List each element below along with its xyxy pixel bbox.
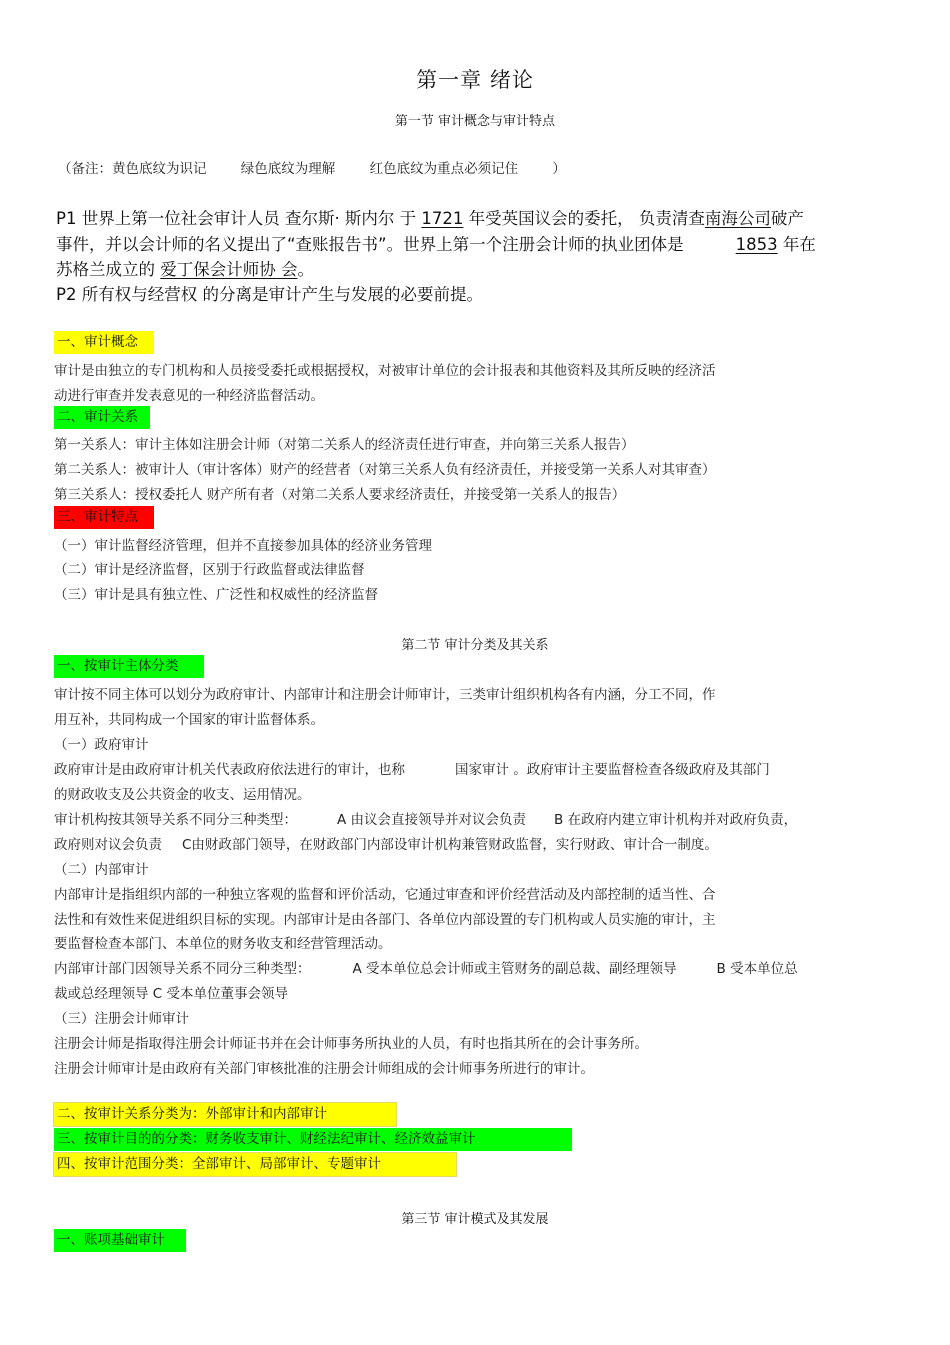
- year-1721: 1721: [421, 209, 464, 228]
- cpa-audit-line-1: 注册会计师是指取得注册会计师证书并在会计师事务所执业的人员，有时也指其所在的会计事务所。: [54, 1036, 648, 1052]
- internal-audit-line-4: 内部审计部门因领导关系不同分三种类型： A 受本单位总会计师或主管财务的副总裁、副经理领导 B 受本单位总: [54, 961, 798, 977]
- subject-intro-line-2: 用互补，共同构成一个国家的审计监督体系。: [54, 712, 324, 728]
- feature-line-3: （三）审计是具有独立性、广泛性和权威性的经济监督: [54, 587, 378, 603]
- heading-audit-features: 三、审计特点: [54, 506, 154, 529]
- gov-audit-heading: （一）政府审计: [54, 737, 149, 753]
- feature-line-2: （二）审计是经济监督，区别于行政监督或法律监督: [54, 562, 365, 578]
- cpa-audit-line-2: 注册会计师审计是由政府有关部门审核批准的注册会计师组成的会计师事务所进行的审计。: [54, 1061, 594, 1077]
- note-red: 红色底纹为重点必须记住: [369, 161, 519, 177]
- heading-account-based-audit: 一、账项基础审计: [54, 1229, 186, 1252]
- relation-line-2: 第二关系人：被审计人（审计客体）财产的经营者（对第三关系人负有经济责任，并接受第一关系人对其审查）: [54, 462, 716, 478]
- gov-audit-line-2: 的财政收支及公共资金的收支、运用情况。: [54, 787, 311, 803]
- concept-line-2: 动进行审查并发表意见的一种经济监督活动。: [54, 388, 324, 404]
- concept-line-1: 审计是由独立的专门机构和人员接受委托或根据授权，对被审计单位的会计报表和其他资料及其所反映的经济活: [54, 363, 716, 379]
- section-2-title: 第二节 审计分类及其关系: [401, 638, 549, 653]
- gov-audit-line-4: 政府则对议会负责 C由财政部门领导，在财政部门内部设审计机构兼管财政监督，实行财政、审计合一制度。: [54, 837, 718, 853]
- gov-audit-line-3: 审计机构按其领导关系不同分三种类型： A 由议会直接领导并对议会负责 B 在政府内建立审计机构并对政府负责，: [54, 812, 798, 828]
- internal-audit-line-1: 内部审计是指组织内部的一种独立客观的监督和评价活动，它通过审查和评价经营活动及内部控制的适当性、合: [54, 887, 716, 903]
- note-green: 绿色底纹为理解: [240, 161, 336, 177]
- heading-audit-relations: 二、审计关系: [54, 406, 150, 429]
- heading-by-scope: 四、按审计范围分类：全部审计、局部审计、专题审计: [54, 1153, 456, 1176]
- edinburgh-society: 爱丁保会计师协 会: [160, 260, 298, 279]
- highlight-legend-note: [58, 157, 596, 177]
- heading-audit-concept: 一、审计概念: [54, 331, 154, 354]
- internal-audit-line-2: 法性和有效性来促进组织目标的实现。内部审计是由各部门、各单位内部设置的专门机构或人员实施的审计，主: [54, 912, 716, 928]
- gov-audit-line-1: 政府审计是由政府审计机关代表政府依法进行的审计，也称 国家审计 。政府审计主要监督检查各级政府及其部门: [54, 762, 770, 778]
- chapter-title: 第一章 绪论: [416, 68, 534, 92]
- note-close: ）: [552, 161, 566, 177]
- relation-line-3: 第三关系人：授权委托人 财产所有者（对第二关系人要求经济责任，并接受第一关系人的报告）: [54, 487, 626, 503]
- heading-by-relation: 二、按审计关系分类为：外部审计和内部审计: [54, 1103, 396, 1126]
- internal-audit-heading: （二）内部审计: [54, 862, 149, 878]
- section-3-title: 第三节 审计模式及其发展: [401, 1212, 549, 1227]
- year-1853: 1853: [735, 235, 778, 254]
- p2-line: P2 所有权与经营权 的分离是审计产生与发展的必要前提。: [56, 285, 483, 304]
- p1-line-3: 苏格兰成立的 爱丁保会计师协 会。: [56, 260, 314, 279]
- p1-line-2: 事件，并以会计师的名义提出了“查账报告书”。世界上第一个注册会计师的执业团体是 1853 年在: [56, 235, 816, 254]
- section-1-title: 第一节 审计概念与审计特点: [394, 114, 556, 129]
- heading-by-subject: 一、按审计主体分类: [54, 655, 204, 678]
- feature-line-1: （一）审计监督经济管理，但并不直接参加具体的经济业务管理: [54, 538, 432, 554]
- note-yellow: （备注：黄色底纹为识记: [58, 161, 207, 177]
- south-sea-company: 南海公司: [704, 209, 771, 228]
- cpa-audit-heading: （三）注册会计师审计: [54, 1011, 189, 1027]
- internal-audit-line-5: 裁或总经理领导 C 受本单位董事会领导: [54, 986, 289, 1002]
- relation-line-1: 第一关系人：审计主体如注册会计师（对第二关系人的经济责任进行审查，并向第三关系人报告）: [54, 437, 635, 453]
- internal-audit-line-3: 要监督检查本部门、本单位的财务收支和经营管理活动。: [54, 936, 392, 952]
- p1-line-1: P1 世界上第一位社会审计人员 查尔斯· 斯内尔 于 1721 年受英国议会的委托， 负责清查南海公司破产: [56, 209, 804, 228]
- subject-intro-line-1: 审计按不同主体可以划分为政府审计、内部审计和注册会计师审计，三类审计组织机构各有内涵，分工不同，作: [54, 687, 716, 703]
- heading-by-purpose: 三、按审计目的的分类：财务收支审计、财经法纪审计、经济效益审计: [54, 1128, 572, 1151]
